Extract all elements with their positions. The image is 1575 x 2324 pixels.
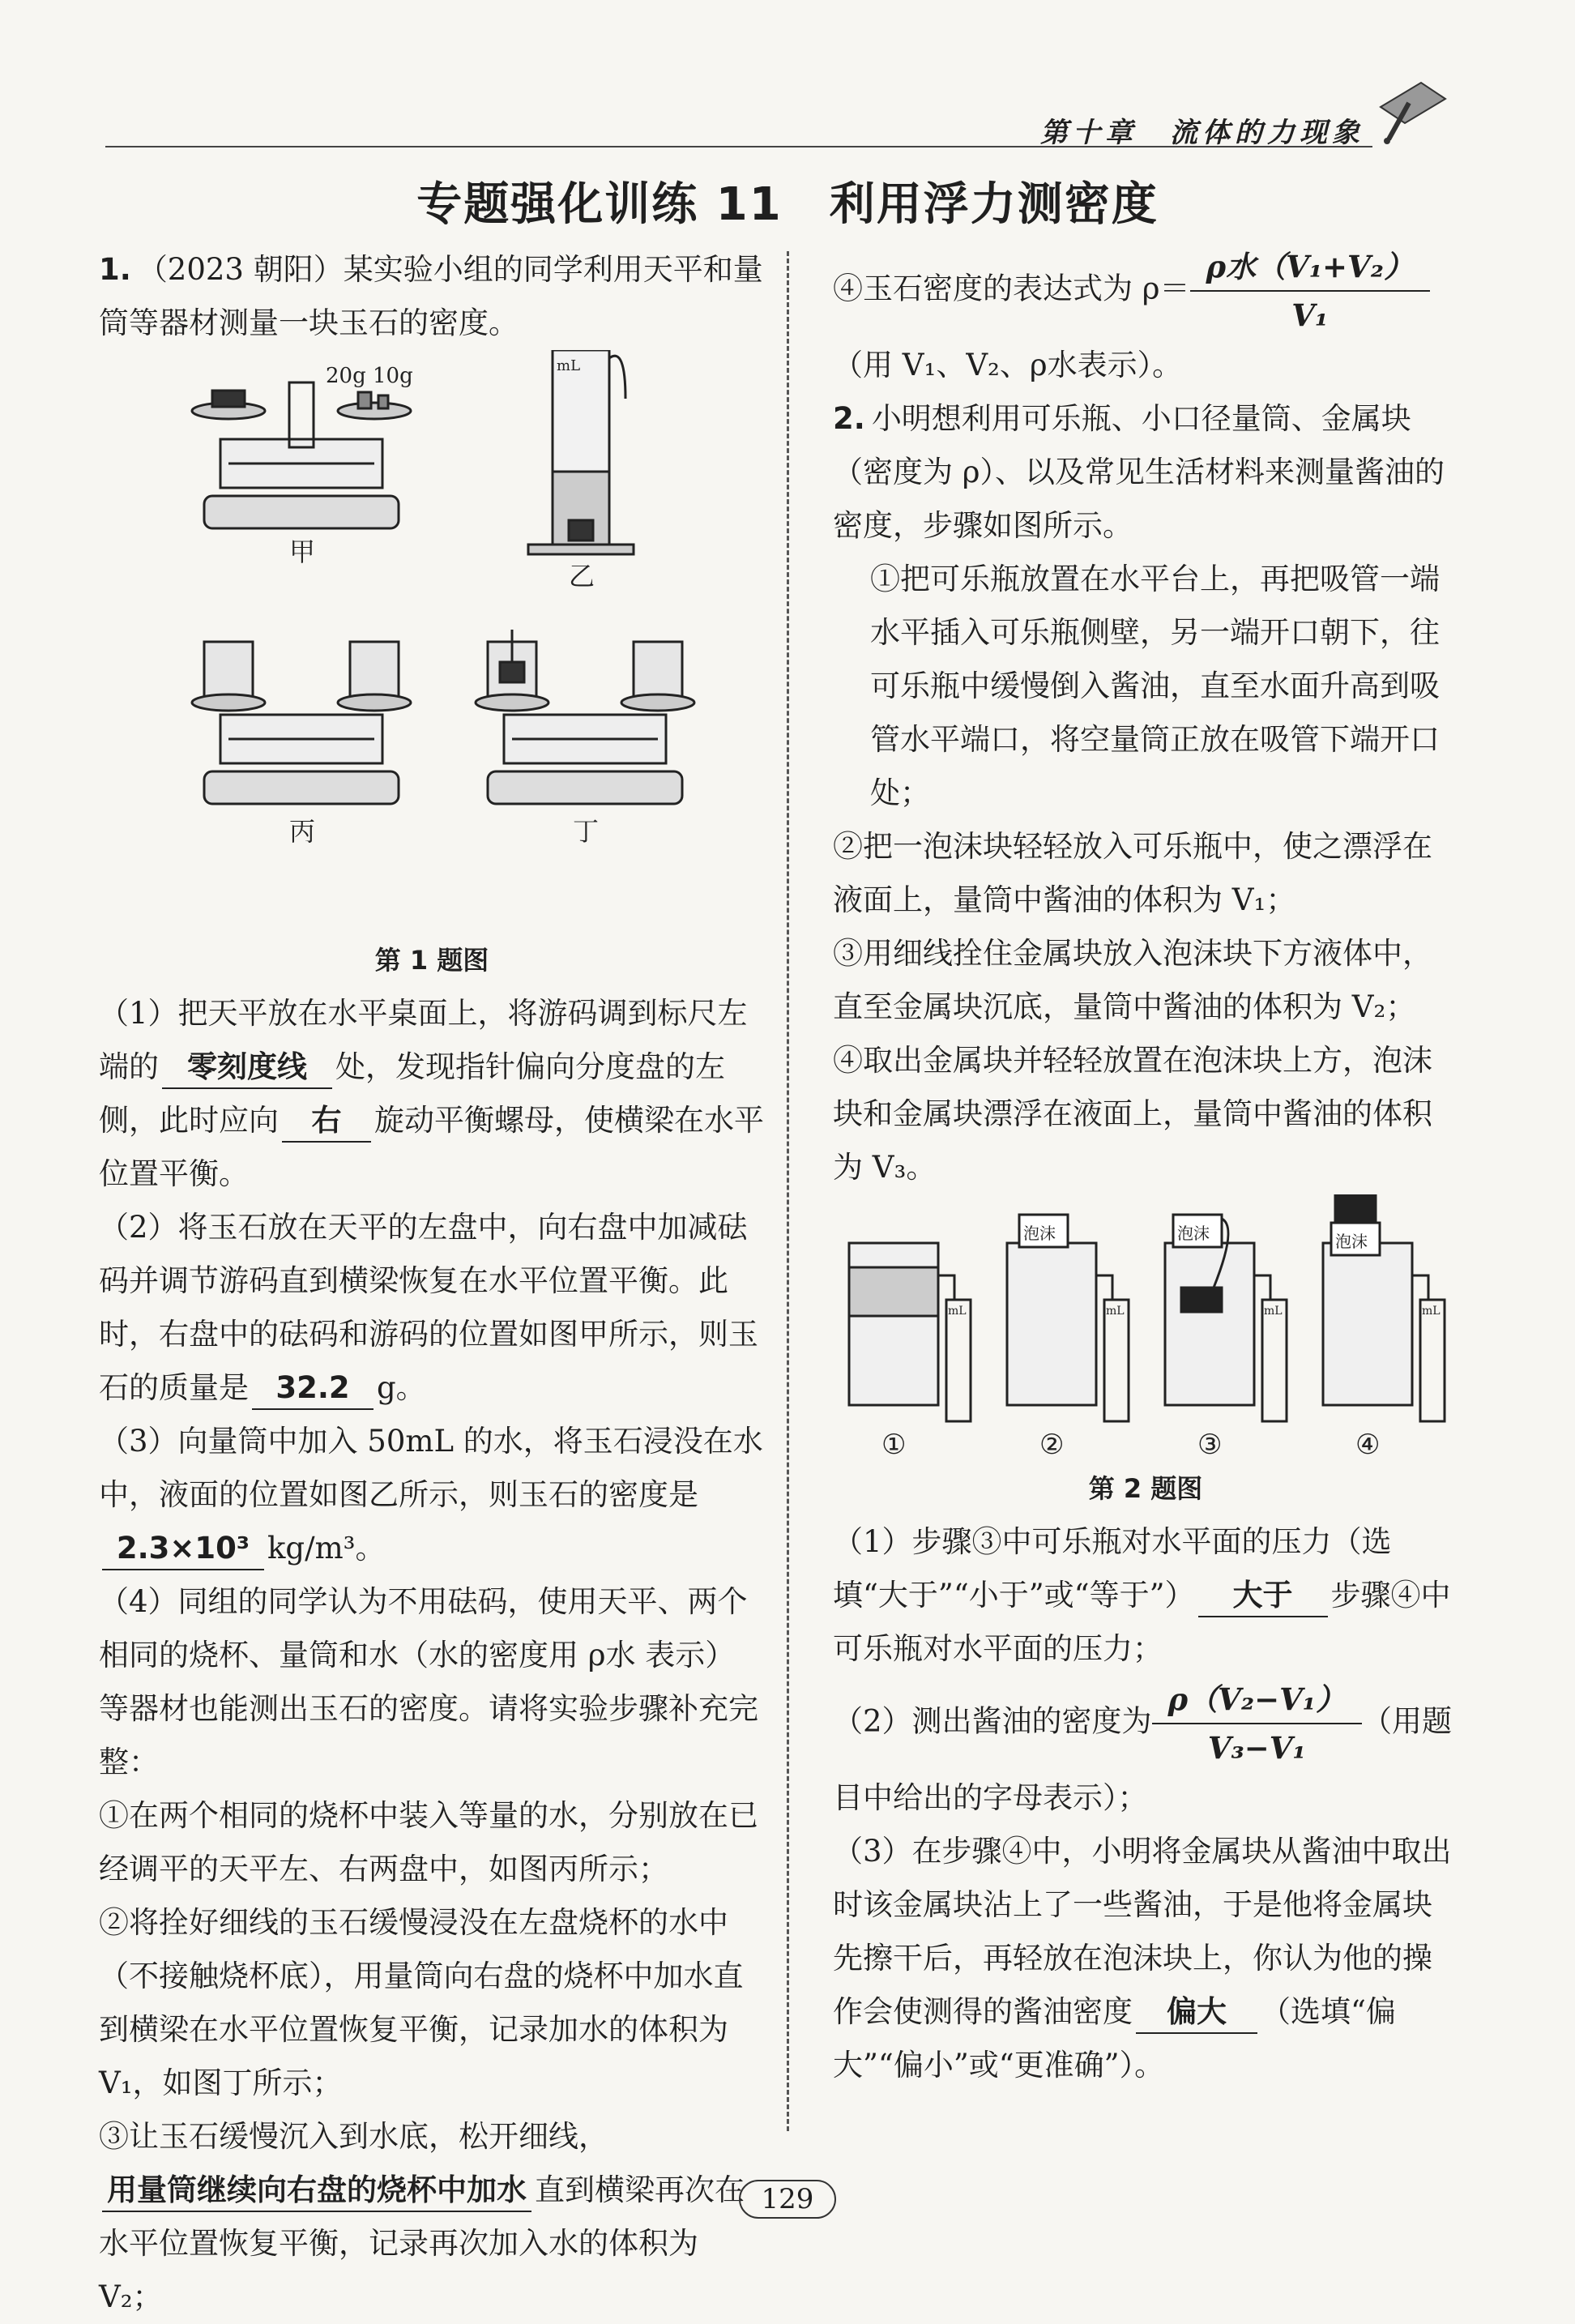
step-label-2: ② <box>1039 1429 1065 1461</box>
svg-text:泡沫: 泡沫 <box>1335 1232 1368 1251</box>
fig-label-ding: 丁 <box>573 816 600 847</box>
q1-number: 1. <box>99 252 131 287</box>
svg-text:mL: mL <box>1106 1305 1125 1318</box>
q2-part2: （2）测出酱油的密度为 $\frac{\text{ρ（V₂−V₁）}}{\text{V₃−V₁}}$ （用题目中给出的字母表示）； <box>833 1676 1458 1825</box>
q1-figure <box>99 350 765 933</box>
step-label-1: ① <box>881 1429 907 1461</box>
q1-step4: ④玉石密度的表达式为 ρ＝ $\frac{\text{ρ水（V₁+V₂）}}{\text{V₁}}$ <box>833 243 1458 339</box>
q1-step1: ①在两个相同的烧杯中装入等量的水，分别放在已经调平的天平左、右两盘中，如图丙所示； <box>99 1798 758 1886</box>
answer-blank: 零刻度线 <box>162 1047 332 1089</box>
page-number: 129 <box>0 2180 1575 2219</box>
page-title: 专题强化训练 11 利用浮力测密度 <box>416 178 1159 231</box>
q2-step3: ③用细线拴住金属块放入泡沫块下方液体中，直至金属块沉底，量筒中酱油的体积为 V₂； <box>833 936 1432 1024</box>
step-label-3: ③ <box>1197 1429 1223 1461</box>
weights-label: 20g 10g <box>326 364 413 388</box>
svg-text:泡沫: 泡沫 <box>1023 1224 1056 1243</box>
answer-blank: 2.3×10³ <box>102 1528 264 1570</box>
svg-text:mL: mL <box>1264 1305 1283 1318</box>
left-column <box>99 243 765 2324</box>
right-column <box>833 243 1458 2092</box>
svg-text:mL: mL <box>948 1305 967 1318</box>
q2-intro: 2. 小明想利用可乐瓶、小口径量筒、金属块（密度为 ρ）、以及常见生活材料来测量酱油的密度，步骤如图所示。 <box>833 401 1445 543</box>
svg-text:泡沫: 泡沫 <box>1177 1224 1210 1243</box>
q1-step2: ②将拴好细线的玉石缓慢浸没在左盘烧杯的水中（不接触烧杯底），用量筒向右盘的烧杯中加水直到横梁在水平位置恢复平衡，记录加水的体积为 V₁，如图丁所示； <box>99 1905 744 2100</box>
answer-blank: 用量筒继续向右盘的烧杯中加水 <box>102 2170 531 2212</box>
fig-label-yi: 乙 <box>569 561 595 592</box>
answer-blank: 偏大 <box>1136 1992 1257 2034</box>
column-divider <box>787 251 789 2131</box>
cylinder-yi <box>528 350 634 592</box>
setup-3 <box>1165 1215 1287 1461</box>
balance-bing <box>192 642 411 847</box>
q1-part2: （2）将玉石放在天平的左盘中，向右盘中加减砝码并调节游码直到横梁恢复在水平位置平衡。此时，右盘中的砝码和游码的位置如图甲所示，则玉石的质量是 32.2 g。 <box>99 1201 765 1415</box>
answer-blank: 32.2 <box>252 1368 373 1410</box>
answer-blank: 右 <box>282 1100 371 1143</box>
header-rule <box>105 146 1372 147</box>
q1-step3: ③让玉石缓慢沉入到水底，松开细线，用量筒继续向右盘的烧杯中加水 直到横梁再次在水平位置恢复平衡，记录再次加入水的体积为 V₂； <box>99 2119 745 2314</box>
fig-label-bing: 丙 <box>289 816 316 847</box>
q1-part4: （4）同组的同学认为不用砝码，使用天平、两个相同的烧杯、量筒和水（水的密度用 ρ水 表示）等器材也能测出玉石的密度。请将实验步骤补充完整： <box>99 1584 758 1779</box>
answer-blank: 大于 <box>1198 1575 1328 1617</box>
q2-part1: （1）步骤③中可乐瓶对水平面的压力（选填“大于”“小于”或“等于”） 大于 步骤④中可乐瓶对水平面的压力； <box>833 1524 1451 1666</box>
setup-4 <box>1323 1194 1445 1461</box>
setup-1 <box>849 1243 971 1461</box>
q1-figure-caption: 第 1 题图 <box>374 945 489 976</box>
step-label-4: ④ <box>1355 1429 1381 1461</box>
chapter-header: 第十章 流体的力现象 <box>1040 117 1364 149</box>
fig-label-jia: 甲 <box>289 536 316 567</box>
q2-step4: ④取出金属块并轻轻放置在泡沫块上方，泡沫块和金属块漂浮在液面上，量筒中酱油的体积为 V₃。 <box>833 1043 1432 1185</box>
q1-intro: 1. （2023 朝阳）某实验小组的同学利用天平和量筒等器材测量一块玉石的密度。 <box>99 252 763 340</box>
answer-fraction: $\frac{\text{ρ（V₂−V₁）}}{\text{V₃−V₁}}$ <box>1152 1676 1362 1771</box>
q2-figure <box>833 1194 1458 1462</box>
balance-ding <box>476 630 694 847</box>
q2-part3: （3）在步骤④中，小明将金属块从酱油中取出时该金属块沾上了一些酱油，于是他将金属块先擦干后，再轻放在泡沫块上，你认为他的操作会使测得的酱油密度 偏大 （选填“偏大”“偏小”或“更准确”）。 <box>833 1834 1452 2083</box>
q2-step1: ①把可乐瓶放置在水平台上，再把吸管一端水平插入可乐瓶侧壁，另一端开口朝下，往可乐瓶中缓慢倒入酱油，直至水面升高到吸管水平端口，将空量筒正放在吸管下端开口处； <box>870 562 1440 810</box>
q2-figure-caption: 第 2 题图 <box>1088 1473 1203 1504</box>
answer-fraction: $\frac{\text{ρ水（V₁+V₂）}}{\text{V₁}}$ <box>1190 243 1430 339</box>
cylinder-unit: mL <box>557 357 581 374</box>
q2-number: 2. <box>833 401 865 436</box>
q1-part3: （3）向量筒中加入 50mL 的水，将玉石浸没在水中，液面的位置如图乙所示，则玉石的密度是2.3×10³ kg/m³。 <box>99 1415 765 1575</box>
setup-2 <box>1007 1215 1129 1461</box>
q1-step4-note: （用 V₁、V₂、ρ水表示）。 <box>833 348 1183 382</box>
pen-cap-logo-icon <box>1364 75 1453 151</box>
q1-part1: （1）把天平放在水平桌面上，将游码调到标尺左端的 零刻度线 处，发现指针偏向分度盘的左侧，此时应向 右 旋动平衡螺母，使横梁在水平位置平衡。 <box>99 996 764 1191</box>
q2-step2: ②把一泡沫块轻轻放入可乐瓶中，使之漂浮在液面上，量筒中酱油的体积为 V₁； <box>833 829 1432 917</box>
svg-text:mL: mL <box>1422 1305 1441 1318</box>
balance-jia <box>192 364 413 567</box>
